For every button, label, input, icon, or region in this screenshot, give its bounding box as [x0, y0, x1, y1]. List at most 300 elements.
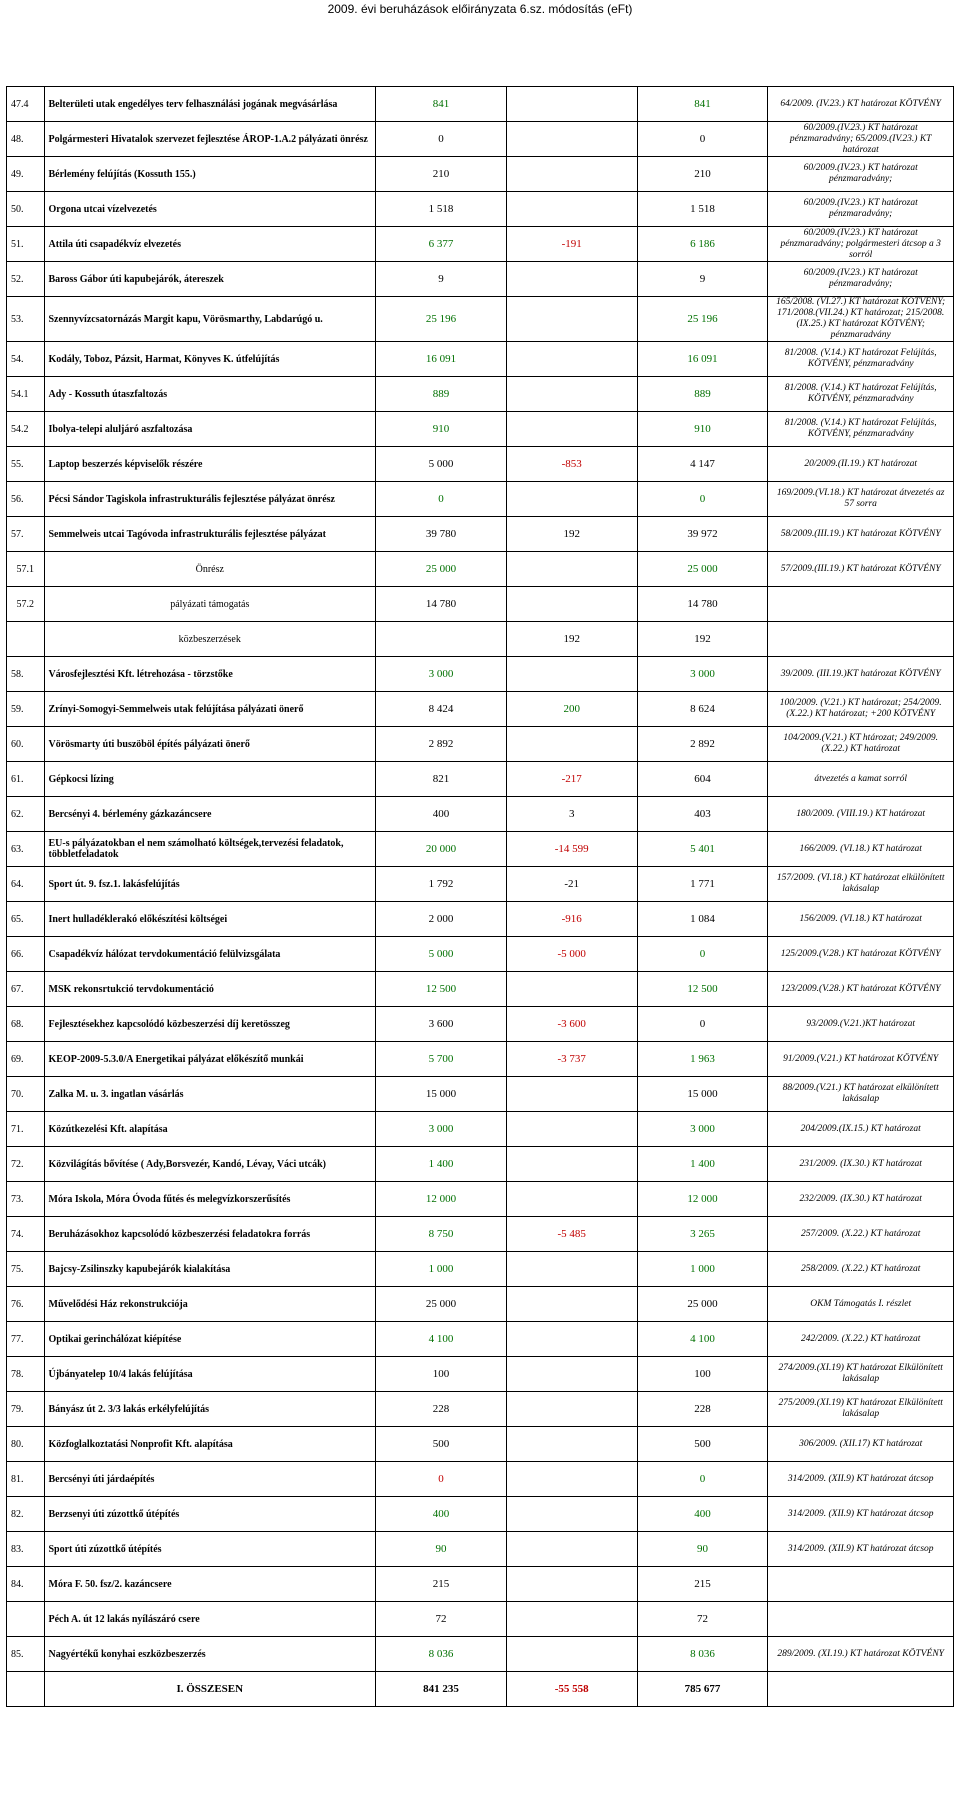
row-resolution-note: 204/2009.(IX.15.) KT határozat	[768, 1112, 954, 1147]
row-description: Újbányatelep 10/4 lakás felújítása	[44, 1357, 376, 1392]
row-resolution-note: 231/2009. (IX.30.) KT határozat	[768, 1147, 954, 1182]
total-original-amount: 841 235	[376, 1672, 507, 1707]
row-modified-amount: 3 265	[637, 1217, 768, 1252]
row-resolution-note: OKM Támogatás I. részlet	[768, 1287, 954, 1322]
table-row	[7, 1357, 954, 1392]
row-resolution-note: 104/2009.(V.21.) KT htározat; 249/2009. (X.22.) KT határozat	[768, 727, 954, 762]
table-row	[7, 1427, 954, 1462]
row-modified-amount: 9	[637, 262, 768, 297]
row-description: Szennyvízcsatornázás Margit kapu, Vörösmarthy, Labdarúgó u.	[44, 297, 376, 342]
row-number: 84.	[7, 1567, 45, 1602]
row-modified-amount: 0	[637, 937, 768, 972]
row-modification	[506, 972, 637, 1007]
row-description: Gépkocsi lízing	[44, 762, 376, 797]
row-description: EU-s pályázatokban el nem számolható költségek,tervezési feladatok, többletfeladatok	[44, 832, 376, 867]
row-modification: -191	[506, 227, 637, 262]
row-modification	[506, 192, 637, 227]
row-original-amount: 1 518	[376, 192, 507, 227]
row-number: 79.	[7, 1392, 45, 1427]
row-number: 68.	[7, 1007, 45, 1042]
row-resolution-note: 165/2008. (VI.27.) KT határozat KÖTVÉNY; 171/2008.(VII.24.) KT határozat; 215/2008.(IX.25.) KT határozat KÖTVÉNY; pénzmaradvány	[768, 297, 954, 342]
row-modified-amount: 8 036	[637, 1637, 768, 1672]
row-original-amount: 1 792	[376, 867, 507, 902]
row-modification	[506, 727, 637, 762]
row-description: Semmelweis utcai Tagóvoda infrastrukturális fejlesztése pályázat	[44, 517, 376, 552]
row-modified-amount: 1 963	[637, 1042, 768, 1077]
row-modification: -3 600	[506, 1007, 637, 1042]
row-original-amount: 400	[376, 797, 507, 832]
row-original-amount: 12 500	[376, 972, 507, 1007]
table-row	[7, 1392, 954, 1427]
row-description: Péch A. út 12 lakás nyílászáró csere	[44, 1602, 376, 1637]
row-number: 54.1	[7, 377, 45, 412]
table-row	[7, 227, 954, 262]
row-resolution-note: 242/2009. (X.22.) KT határozat	[768, 1322, 954, 1357]
row-modified-amount: 1 518	[637, 192, 768, 227]
table-row	[7, 1287, 954, 1322]
table-row	[7, 1322, 954, 1357]
row-resolution-note: 257/2009. (X.22.) KT határozat	[768, 1217, 954, 1252]
row-modified-amount: 5 401	[637, 832, 768, 867]
row-modified-amount: 889	[637, 377, 768, 412]
row-resolution-note: átvezetés a kamat sorról	[768, 762, 954, 797]
row-modification	[506, 482, 637, 517]
row-modified-amount: 3 000	[637, 1112, 768, 1147]
row-original-amount: 25 000	[376, 552, 507, 587]
investment-table	[6, 86, 954, 1707]
row-modification	[506, 1637, 637, 1672]
row-resolution-note: 169/2009.(VI.18.) KT határozat átvezetés az 57 sorra	[768, 482, 954, 517]
row-modified-amount: 3 000	[637, 657, 768, 692]
row-modified-amount: 604	[637, 762, 768, 797]
row-number: 70.	[7, 1077, 45, 1112]
row-original-amount: 3 600	[376, 1007, 507, 1042]
row-modification: 200	[506, 692, 637, 727]
row-description: Bercsényi úti járdaépítés	[44, 1462, 376, 1497]
row-modification	[506, 1252, 637, 1287]
table-row	[7, 377, 954, 412]
row-modification: 192	[506, 517, 637, 552]
row-number: 54.2	[7, 412, 45, 447]
row-number: 61.	[7, 762, 45, 797]
row-description: KEOP-2009-5.3.0/A Energetikai pályázat előkészítő munkái	[44, 1042, 376, 1077]
row-description: Bányász út 2. 3/3 lakás erkélyfelújítás	[44, 1392, 376, 1427]
row-number: 78.	[7, 1357, 45, 1392]
row-description: Bercsényi 4. bérlemény gázkazáncsere	[44, 797, 376, 832]
row-original-amount: 25 000	[376, 1287, 507, 1322]
row-original-amount: 12 000	[376, 1182, 507, 1217]
row-original-amount: 5 000	[376, 937, 507, 972]
table-row	[7, 1077, 954, 1112]
row-number: 60.	[7, 727, 45, 762]
row-description: Vörösmarty úti buszöböl építés pályázati önerő	[44, 727, 376, 762]
row-original-amount: 1 000	[376, 1252, 507, 1287]
row-modification	[506, 657, 637, 692]
row-description: MSK rekonsrtukció tervdokumentáció	[44, 972, 376, 1007]
row-number: 71.	[7, 1112, 45, 1147]
row-original-amount: 8 036	[376, 1637, 507, 1672]
row-modification	[506, 122, 637, 157]
row-original-amount: 0	[376, 122, 507, 157]
row-modification	[506, 1497, 637, 1532]
row-resolution-note: 57/2009.(III.19.) KT határozat KÖTVÉNY	[768, 552, 954, 587]
row-modified-amount: 8 624	[637, 692, 768, 727]
row-description: Fejlesztésekhez kapcsolódó közbeszerzési díj keretösszeg	[44, 1007, 376, 1042]
row-original-amount: 500	[376, 1427, 507, 1462]
row-resolution-note: 314/2009. (XII.9) KT határozat átcsop	[768, 1497, 954, 1532]
row-description: Laptop beszerzés képviselők részére	[44, 447, 376, 482]
row-description: Bajcsy-Zsilinszky kapubejárók kialakítása	[44, 1252, 376, 1287]
table-row	[7, 517, 954, 552]
table-row	[7, 622, 954, 657]
table-row	[7, 1462, 954, 1497]
total-modification: -55 558	[506, 1672, 637, 1707]
row-number: 65.	[7, 902, 45, 937]
row-modification: -3 737	[506, 1042, 637, 1077]
row-modification	[506, 1602, 637, 1637]
table-row	[7, 972, 954, 1007]
table-row	[7, 1252, 954, 1287]
row-description: Ibolya-telepi aluljáró aszfaltozása	[44, 412, 376, 447]
row-modification: -5 485	[506, 1217, 637, 1252]
row-modification: -916	[506, 902, 637, 937]
row-modification	[506, 1357, 637, 1392]
row-number: 67.	[7, 972, 45, 1007]
row-modified-amount: 72	[637, 1602, 768, 1637]
table-row	[7, 937, 954, 972]
row-resolution-note: 81/2008. (V.14.) KT határozat Felújítás, KÖTVÉNY, pénzmaradvány	[768, 412, 954, 447]
row-resolution-note: 274/2009.(XI.19) KT határozat Elkülönített lakásalap	[768, 1357, 954, 1392]
table-row	[7, 1532, 954, 1567]
table-row	[7, 657, 954, 692]
row-modification	[506, 262, 637, 297]
row-number: 85.	[7, 1637, 45, 1672]
row-original-amount: 9	[376, 262, 507, 297]
row-modification	[506, 1147, 637, 1182]
table-row	[7, 1637, 954, 1672]
row-resolution-note: 289/2009. (XI.19.) KT határozat KÖTVÉNY	[768, 1637, 954, 1672]
table-row	[7, 727, 954, 762]
row-modified-amount: 39 972	[637, 517, 768, 552]
table-row	[7, 1112, 954, 1147]
row-original-amount: 821	[376, 762, 507, 797]
row-resolution-note: 100/2009. (V.21.) KT határozat; 254/2009.(X.22.) KT határozat; +200 KÖTVÉNY	[768, 692, 954, 727]
row-modification	[506, 377, 637, 412]
table-row	[7, 342, 954, 377]
row-number: 59.	[7, 692, 45, 727]
row-number: 49.	[7, 157, 45, 192]
row-modified-amount: 1 084	[637, 902, 768, 937]
row-modified-amount: 6 186	[637, 227, 768, 262]
row-original-amount: 100	[376, 1357, 507, 1392]
row-number: 66.	[7, 937, 45, 972]
row-resolution-note: 166/2009. (VI.18.) KT határozat	[768, 832, 954, 867]
table-row	[7, 587, 954, 622]
row-modification	[506, 1182, 637, 1217]
row-original-amount: 215	[376, 1567, 507, 1602]
row-modification	[506, 1322, 637, 1357]
row-modified-amount: 12 500	[637, 972, 768, 1007]
row-resolution-note: 306/2009. (XII.17) KT határozat	[768, 1427, 954, 1462]
row-number: 51.	[7, 227, 45, 262]
row-description: Orgona utcai vízelvezetés	[44, 192, 376, 227]
row-modification: -217	[506, 762, 637, 797]
row-modification	[506, 1287, 637, 1322]
row-description: Sport út. 9. fsz.1. lakásfelújítás	[44, 867, 376, 902]
table-row	[7, 122, 954, 157]
row-original-amount: 8 750	[376, 1217, 507, 1252]
row-modification: -5 000	[506, 937, 637, 972]
row-description: Városfejlesztési Kft. létrehozása - törzstőke	[44, 657, 376, 692]
table-row	[7, 1182, 954, 1217]
table-row	[7, 412, 954, 447]
row-description: Belterületi utak engedélyes terv felhasználási jogának megvásárlása	[44, 87, 376, 122]
table-row	[7, 797, 954, 832]
table-row	[7, 1567, 954, 1602]
row-modification	[506, 342, 637, 377]
row-original-amount: 4 100	[376, 1322, 507, 1357]
row-number: 69.	[7, 1042, 45, 1077]
row-modified-amount: 4 147	[637, 447, 768, 482]
table-row	[7, 482, 954, 517]
row-description: Móra F. 50. fsz/2. kazáncsere	[44, 1567, 376, 1602]
row-number: 54.	[7, 342, 45, 377]
row-number: 56.	[7, 482, 45, 517]
row-number: 73.	[7, 1182, 45, 1217]
row-modification	[506, 1392, 637, 1427]
row-modification	[506, 297, 637, 342]
row-modification: -14 599	[506, 832, 637, 867]
row-modified-amount: 841	[637, 87, 768, 122]
row-original-amount: 5 700	[376, 1042, 507, 1077]
table-row	[7, 297, 954, 342]
row-resolution-note: 314/2009. (XII.9) KT határozat átcsop	[768, 1462, 954, 1497]
row-original-amount: 5 000	[376, 447, 507, 482]
row-description: Inert hulladéklerakó előkészítési költségei	[44, 902, 376, 937]
row-modification	[506, 412, 637, 447]
row-resolution-note: 157/2009. (VI.18.) KT határozat elkülönített lakásalap	[768, 867, 954, 902]
row-resolution-note: 258/2009. (X.22.) KT határozat	[768, 1252, 954, 1287]
row-modified-amount: 1 400	[637, 1147, 768, 1182]
table-row	[7, 262, 954, 297]
row-description: Közfoglalkoztatási Nonprofit Kft. alapítása	[44, 1427, 376, 1462]
row-number: 82.	[7, 1497, 45, 1532]
row-original-amount: 15 000	[376, 1077, 507, 1112]
table-row	[7, 902, 954, 937]
table-row	[7, 157, 954, 192]
row-description: Beruházásokhoz kapcsolódó közbeszerzési feladatokra forrás	[44, 1217, 376, 1252]
row-number: 77.	[7, 1322, 45, 1357]
row-original-amount: 3 000	[376, 1112, 507, 1147]
row-modified-amount: 0	[637, 1007, 768, 1042]
row-resolution-note: 91/2009.(V.21.) KT határozat KÖTVÉNY	[768, 1042, 954, 1077]
row-modification	[506, 1077, 637, 1112]
row-modified-amount: 215	[637, 1567, 768, 1602]
row-original-amount: 72	[376, 1602, 507, 1637]
row-modified-amount: 228	[637, 1392, 768, 1427]
row-resolution-note	[768, 587, 954, 622]
row-original-amount: 14 780	[376, 587, 507, 622]
row-original-amount: 841	[376, 87, 507, 122]
row-number: 57.	[7, 517, 45, 552]
row-original-amount: 8 424	[376, 692, 507, 727]
row-resolution-note: 123/2009.(V.28.) KT határozat KÖTVÉNY	[768, 972, 954, 1007]
row-resolution-note: 81/2008. (V.14.) KT határozat Felújítás, KÖTVÉNY, pénzmaradvány	[768, 342, 954, 377]
table-row	[7, 1497, 954, 1532]
row-modified-amount: 210	[637, 157, 768, 192]
row-modification: -853	[506, 447, 637, 482]
row-number: 63.	[7, 832, 45, 867]
row-resolution-note: 88/2009.(V.21.) KT határozat elkülönített lakásalap	[768, 1077, 954, 1112]
row-original-amount: 6 377	[376, 227, 507, 262]
total-number	[7, 1672, 45, 1707]
row-modified-amount: 90	[637, 1532, 768, 1567]
row-description: Zalka M. u. 3. ingatlan vásárlás	[44, 1077, 376, 1112]
row-modified-amount: 400	[637, 1497, 768, 1532]
row-modification	[506, 587, 637, 622]
row-number: 50.	[7, 192, 45, 227]
row-resolution-note: 125/2009.(V.28.) KT határozat KÖTVÉNY	[768, 937, 954, 972]
row-modification	[506, 552, 637, 587]
row-resolution-note: 60/2009.(IV.23.) KT határozat pénzmaradvány; 65/2009.(IV.23.) KT határozat	[768, 122, 954, 157]
row-resolution-note: 20/2009.(II.19.) KT határozat	[768, 447, 954, 482]
row-number: 48.	[7, 122, 45, 157]
row-number	[7, 1602, 45, 1637]
row-number: 76.	[7, 1287, 45, 1322]
row-resolution-note: 58/2009.(III.19.) KT határozat KÖTVÉNY	[768, 517, 954, 552]
table-row	[7, 447, 954, 482]
row-resolution-note: 232/2009. (IX.30.) KT határozat	[768, 1182, 954, 1217]
row-modified-amount: 1 000	[637, 1252, 768, 1287]
row-description: Közútkezelési Kft. alapítása	[44, 1112, 376, 1147]
row-description: Bérlemény felújítás (Kossuth 155.)	[44, 157, 376, 192]
row-modified-amount: 2 892	[637, 727, 768, 762]
row-resolution-note	[768, 622, 954, 657]
row-modification	[506, 1532, 637, 1567]
row-number: 81.	[7, 1462, 45, 1497]
row-original-amount	[376, 622, 507, 657]
row-number: 57.1	[7, 552, 45, 587]
row-number: 62.	[7, 797, 45, 832]
row-number	[7, 622, 45, 657]
row-modification	[506, 157, 637, 192]
row-modification	[506, 1567, 637, 1602]
row-modification	[506, 87, 637, 122]
row-description: Zrínyi-Somogyi-Semmelweis utak felújítása pályázati önerő	[44, 692, 376, 727]
row-modified-amount: 403	[637, 797, 768, 832]
row-modified-amount: 12 000	[637, 1182, 768, 1217]
row-description: Sport úti zúzottkő útépítés	[44, 1532, 376, 1567]
row-number: 55.	[7, 447, 45, 482]
row-original-amount: 1 400	[376, 1147, 507, 1182]
row-number: 53.	[7, 297, 45, 342]
row-original-amount: 90	[376, 1532, 507, 1567]
row-modified-amount: 16 091	[637, 342, 768, 377]
row-resolution-note: 60/2009.(IV.23.) KT határozat pénzmaradvány;	[768, 157, 954, 192]
total-label: I. ÖSSZESEN	[44, 1672, 376, 1707]
row-description: Berzsenyi úti zúzottkő útépítés	[44, 1497, 376, 1532]
row-original-amount: 210	[376, 157, 507, 192]
table-row	[7, 692, 954, 727]
table-body	[7, 87, 954, 1707]
row-resolution-note: 93/2009.(V.21.)KT határozat	[768, 1007, 954, 1042]
row-original-amount: 910	[376, 412, 507, 447]
row-description: Kodály, Toboz, Pázsit, Harmat, Könyves K. útfelújítás	[44, 342, 376, 377]
row-original-amount: 0	[376, 1462, 507, 1497]
table-row	[7, 1602, 954, 1637]
row-description: Baross Gábor úti kapubejárók, átereszek	[44, 262, 376, 297]
row-description: Pécsi Sándor Tagiskola infrastrukturális fejlesztése pályázat önrész	[44, 482, 376, 517]
row-description: Optikai gerinchálózat kiépítése	[44, 1322, 376, 1357]
row-resolution-note: 180/2009. (VIII.19.) KT határozat	[768, 797, 954, 832]
row-original-amount: 889	[376, 377, 507, 412]
row-description: Móra Iskola, Móra Óvoda fűtés és melegvízkorszerűsítés	[44, 1182, 376, 1217]
row-original-amount: 20 000	[376, 832, 507, 867]
row-original-amount: 2 892	[376, 727, 507, 762]
row-modified-amount: 25 000	[637, 1287, 768, 1322]
table-row	[7, 762, 954, 797]
row-resolution-note: 81/2008. (V.14.) KT határozat Felújítás, KÖTVÉNY, pénzmaradvány	[768, 377, 954, 412]
row-resolution-note: 156/2009. (VI.18.) KT határozat	[768, 902, 954, 937]
row-modified-amount: 500	[637, 1427, 768, 1462]
row-original-amount: 25 196	[376, 297, 507, 342]
row-modified-amount: 1 771	[637, 867, 768, 902]
row-number: 80.	[7, 1427, 45, 1462]
row-original-amount: 39 780	[376, 517, 507, 552]
row-resolution-note: 64/2009. (IV.23.) KT határozat KÖTVÉNY	[768, 87, 954, 122]
row-modification	[506, 1112, 637, 1147]
row-description: Önrész	[44, 552, 376, 587]
table-row	[7, 832, 954, 867]
row-resolution-note: 314/2009. (XII.9) KT határozat átcsop	[768, 1532, 954, 1567]
table-row	[7, 1217, 954, 1252]
row-number: 72.	[7, 1147, 45, 1182]
table-row	[7, 1147, 954, 1182]
total-modified-amount: 785 677	[637, 1672, 768, 1707]
table-row	[7, 1042, 954, 1077]
row-description: Nagyértékű konyhai eszközbeszerzés	[44, 1637, 376, 1672]
row-original-amount: 16 091	[376, 342, 507, 377]
row-modified-amount: 910	[637, 412, 768, 447]
row-number: 52.	[7, 262, 45, 297]
row-modified-amount: 100	[637, 1357, 768, 1392]
row-resolution-note: 60/2009.(IV.23.) KT határozat pénzmaradvány;	[768, 262, 954, 297]
total-note	[768, 1672, 954, 1707]
row-original-amount: 228	[376, 1392, 507, 1427]
row-description: Közvilágítás bővítése ( Ady,Borsvezér, Kandó, Lévay, Váci utcák)	[44, 1147, 376, 1182]
row-number: 47.4	[7, 87, 45, 122]
row-modification	[506, 1427, 637, 1462]
row-modification: 3	[506, 797, 637, 832]
row-number: 58.	[7, 657, 45, 692]
row-original-amount: 0	[376, 482, 507, 517]
row-resolution-note	[768, 1602, 954, 1637]
row-number: 57.2	[7, 587, 45, 622]
table-row	[7, 192, 954, 227]
row-number: 74.	[7, 1217, 45, 1252]
row-original-amount: 3 000	[376, 657, 507, 692]
row-description: Művelődési Ház rekonstrukciója	[44, 1287, 376, 1322]
table-row	[7, 87, 954, 122]
row-modification	[506, 1462, 637, 1497]
row-number: 83.	[7, 1532, 45, 1567]
row-modification: -21	[506, 867, 637, 902]
row-modified-amount: 25 000	[637, 552, 768, 587]
row-modification: 192	[506, 622, 637, 657]
row-description: közbeszerzések	[44, 622, 376, 657]
table-row	[7, 1007, 954, 1042]
table-row	[7, 867, 954, 902]
